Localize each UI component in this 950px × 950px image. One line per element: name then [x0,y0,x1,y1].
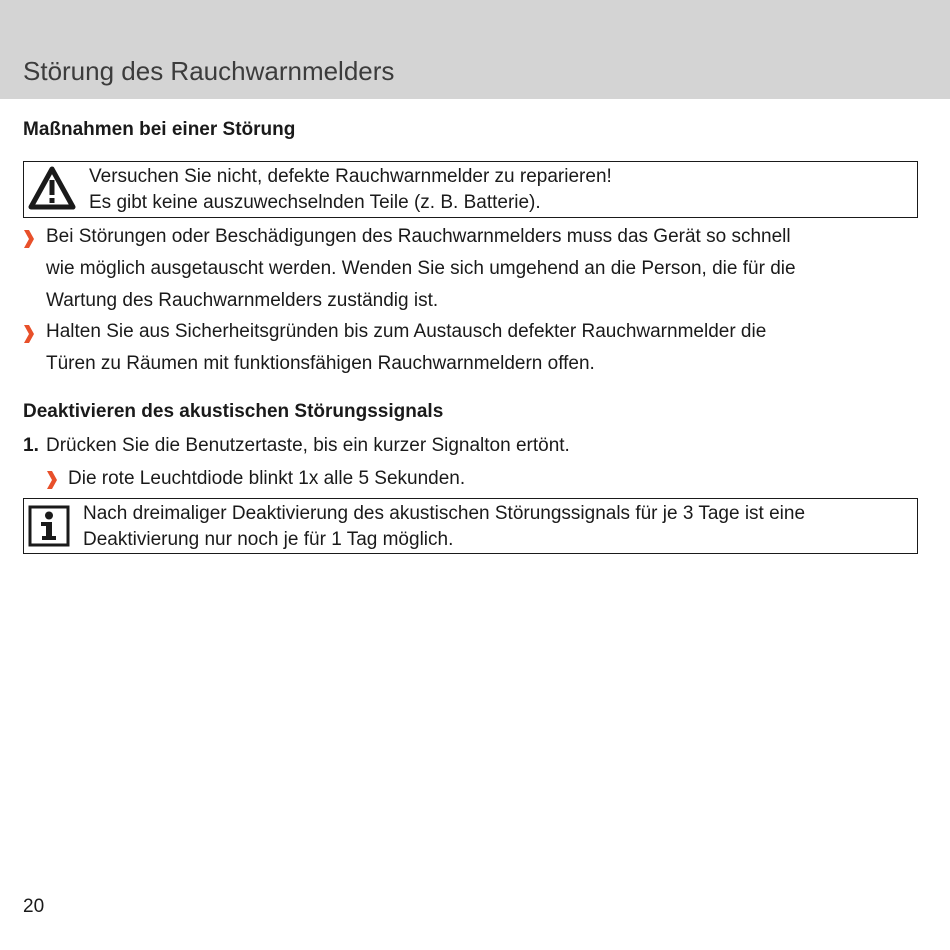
page-number: 20 [23,896,45,917]
page-header [0,0,950,99]
bullet-1-line-3: Wartung des Rauchwarnmelders zuständig ist. [46,290,439,311]
bullet-chevron-icon [23,324,35,344]
step-text: Drücken Sie die Benutzertaste, bis ein kurzer Signalton ertönt. [46,435,570,456]
bullet-2-line-2: Türen zu Räumen mit funktionsfähigen Rauchwarnmeldern offen. [46,353,595,374]
step-result: Die rote Leuchtdiode blinkt 1x alle 5 Sekunden. [68,468,466,489]
info-box [23,498,918,554]
step-number: 1. [23,435,39,456]
warning-line-2: Es gibt keine auszuwechselnden Teile (z. B. Batterie). [89,192,541,213]
bullet-chevron-icon [23,229,35,249]
info-line-2: Deaktivierung nur noch je für 1 Tag möglich. [83,529,454,550]
page-title: Störung des Rauchwarnmelders [23,56,395,86]
section-heading-deactivate: Deaktivieren des akustischen Störungssignals [23,401,444,422]
bullet-1-line-2: wie möglich ausgetauscht werden. Wenden Sie sich umgehend an die Person, die für die [46,258,796,279]
warning-line-1: Versuchen Sie nicht, defekte Rauchwarnmelder zu reparieren! [89,166,612,187]
bullet-2-line-1: Halten Sie aus Sicherheitsgründen bis zum Austausch defekter Rauchwarnmelder die [46,321,767,342]
warning-box [23,161,918,218]
bullet-1-line-1: Bei Störungen oder Beschädigungen des Rauchwarnmelders muss das Gerät so schnell [46,226,791,247]
info-icon [28,505,70,547]
warning-triangle-icon [28,166,76,210]
section-heading-measures: Maßnahmen bei einer Störung [23,119,296,140]
bullet-chevron-icon [46,470,58,490]
info-line-1: Nach dreimaliger Deaktivierung des akustischen Störungssignals für je 3 Tage ist eine [83,503,806,524]
